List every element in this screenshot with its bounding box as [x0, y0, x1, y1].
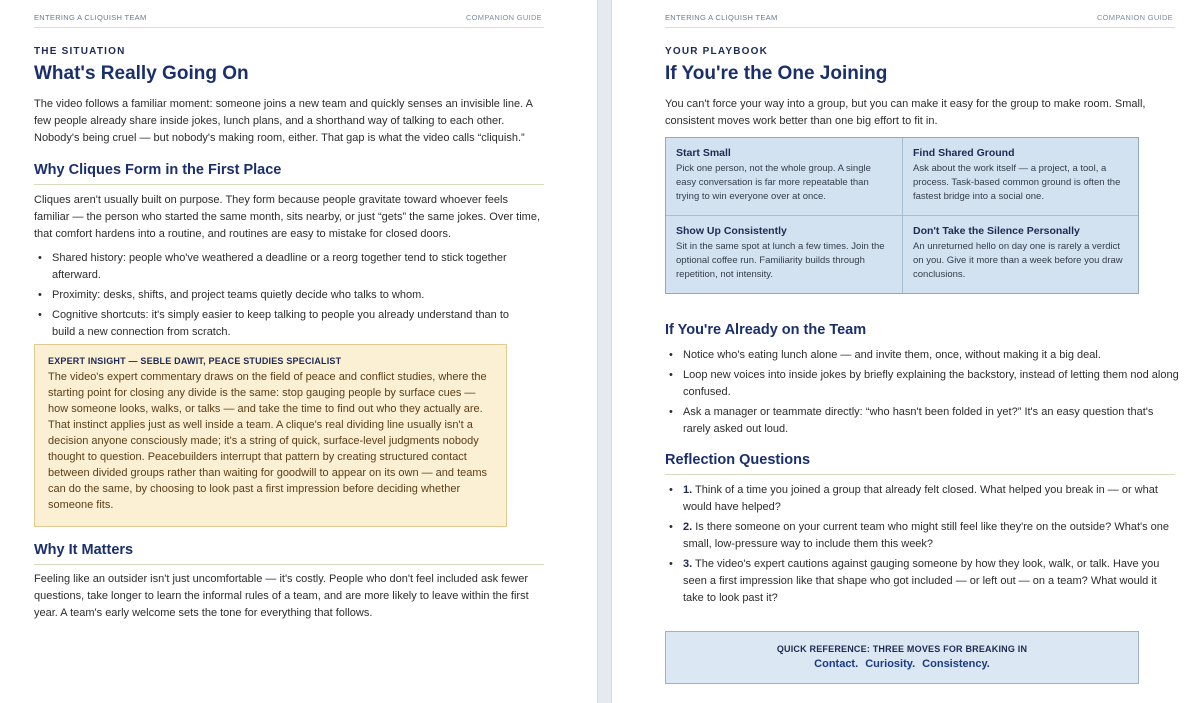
tips-grid	[665, 137, 1139, 294]
running-head-title: ENTERING A CLIQUISH TEAM	[665, 13, 778, 22]
tip-card	[666, 216, 902, 282]
heading-rule	[34, 184, 544, 185]
bullet-dot: •	[669, 349, 673, 361]
quick-reference-label: QUICK REFERENCE: THREE MOVES FOR BREAKING IN	[776, 644, 1028, 654]
heading-rule	[34, 564, 544, 565]
bullet-dot: •	[669, 558, 673, 570]
tip-text: An unreturned hello on day one is rarely a verdict on you. Give it more than a week before you draw conclusions.	[913, 241, 1123, 280]
bullet-dot: •	[38, 309, 42, 321]
bullet-dot: •	[38, 289, 42, 301]
intro-paragraph: You can't force your way into a group, but you can make it easy for the group to make room. Small, consistent moves work better than one big effort to fit in.	[665, 98, 1146, 127]
running-head-title: ENTERING A CLIQUISH TEAM	[34, 13, 147, 22]
tip-card	[903, 138, 1139, 204]
cliques-form-bullets	[34, 250, 534, 344]
list-item: • 3. The video's expert cautions against gauging someone by how they look, walk, or talk. Have you seen a first impression like that shape who got included — or left out — on a team? What would it take to look past it?	[669, 558, 1160, 604]
section-heading-reflection: Reflection Questions	[665, 452, 811, 468]
quick-reference-box	[665, 631, 1139, 684]
expert-insight-text: The video's expert commentary draws on the field of peace and conflict studies, where the starting point for closing any divide is the same: stop gauging people by surface cues — how someone looks, walks, or talks — and take the time to find out who they actually are. That instinct applies just as well inside a team. A clique's real dividing line usually isn't a decision anyone consciously made; it's a string of quick, surface-level judgments nobody thought to question. Peacebuilders interrupt that pattern by creating structured contact between divided groups rather than waiting for goodwill to appear on its own — and teams can do the same, by choosing to look past a first impression before deciding whether someone fits.	[48, 371, 488, 511]
tip-card	[903, 216, 1139, 282]
page-gutter	[597, 0, 612, 703]
left-page	[0, 0, 597, 703]
why-it-matters-paragraph: Feeling like an outsider isn't just uncomfortable — it's costly. People who don't feel included ask fewer questions, take longer to learn the informal rules of a team, and are more likely to leave within the first year. A team's early welcome sets the tone for everything that follows.	[34, 573, 529, 619]
section-heading-already-on-team: If You're Already on the Team	[665, 322, 867, 338]
cliques-form-paragraph: Cliques aren't usually built on purpose. They form because people gravitate toward whoever feels familiar — the person who started the same month, sits nearby, or just “gets” the same jokes. Over time, that comfort hardens into a routine, and routines are easy to mistake for closed doors.	[34, 194, 540, 240]
bullet-dot: •	[669, 406, 673, 418]
page-title: If You're the One Joining	[665, 63, 888, 84]
tip-card	[666, 138, 902, 204]
tip-text: Pick one person, not the whole group. A single easy conversation is far more repeatable than trying to win everyone over at once.	[676, 163, 871, 202]
list-item: • 2. Is there someone on your current team who might still feel like they're on the outside? What's one small, low-pressure way to include them this week?	[669, 521, 1170, 550]
tip-title: Start Small	[676, 147, 731, 159]
right-page	[612, 0, 1200, 703]
running-head-section: COMPANION GUIDE	[465, 13, 542, 22]
list-item: • Cognitive shortcuts: it's simply easier to keep talking to people you already understand than to build a new connection from scratch.	[38, 309, 510, 338]
page-title: What's Really Going On	[34, 63, 249, 84]
list-item: • Ask a manager or teammate directly: “who hasn't been folded in yet?” It's an easy question that's rarely asked out loud.	[669, 406, 1154, 435]
bullet-dot: •	[669, 521, 673, 533]
section-heading-why-it-matters: Why It Matters	[34, 542, 134, 558]
running-head	[665, 13, 1175, 28]
reflection-questions-list	[665, 482, 1180, 610]
section-kicker: THE SITUATION	[34, 46, 126, 57]
expert-insight-label: EXPERT INSIGHT — SEBLE DAWIT, PEACE STUDIES SPECIALIST	[48, 356, 342, 366]
tip-title: Don't Take the Silence Personally	[913, 225, 1080, 237]
quick-reference-text: Contact. Curiosity. Consistency.	[814, 658, 990, 670]
list-item: • Shared history: people who've weathered a deadline or a reorg together tend to stick together afterward.	[38, 252, 507, 281]
list-item: • Notice who's eating lunch alone — and invite them, once, without making it a big deal.	[665, 347, 1180, 364]
list-item: • 1. Think of a time you joined a group that already felt closed. What helped you break in — or what would have helped?	[669, 484, 1158, 513]
intro-paragraph: The video follows a familiar moment: someone joins a new team and quickly senses an invisible line. A few people already share inside jokes, lunch plans, and a shorthand way of talking to each other. Nobody's being cruel — but nobody's making room, either. That gap is what the video calls “cliquish.”	[34, 98, 533, 144]
bullet-dot: •	[669, 369, 673, 381]
tip-title: Find Shared Ground	[913, 147, 1015, 159]
bullet-dot: •	[669, 484, 673, 496]
tip-text: Ask about the work itself — a project, a tool, a process. Task-based common ground is often the fastest bridge into a social one.	[913, 163, 1121, 202]
running-head	[34, 13, 544, 28]
tip-title: Show Up Consistently	[676, 225, 787, 237]
heading-rule	[665, 474, 1175, 475]
expert-insight-box	[34, 344, 507, 527]
bullet-dot: •	[38, 252, 42, 264]
running-head-section: COMPANION GUIDE	[1096, 13, 1173, 22]
section-kicker: YOUR PLAYBOOK	[665, 46, 769, 57]
list-item: • Proximity: desks, shifts, and project teams quietly decide who talks to whom.	[34, 287, 534, 304]
already-on-team-bullets	[665, 347, 1180, 441]
list-item: • Loop new voices into inside jokes by briefly explaining the backstory, instead of letting them nod along confused.	[669, 369, 1179, 398]
tip-text: Sit in the same spot at lunch a few times. Join the optional coffee run. Familiarity builds through repetition, not intensity.	[676, 241, 885, 280]
section-heading-cliques-form: Why Cliques Form in the First Place	[34, 162, 282, 178]
